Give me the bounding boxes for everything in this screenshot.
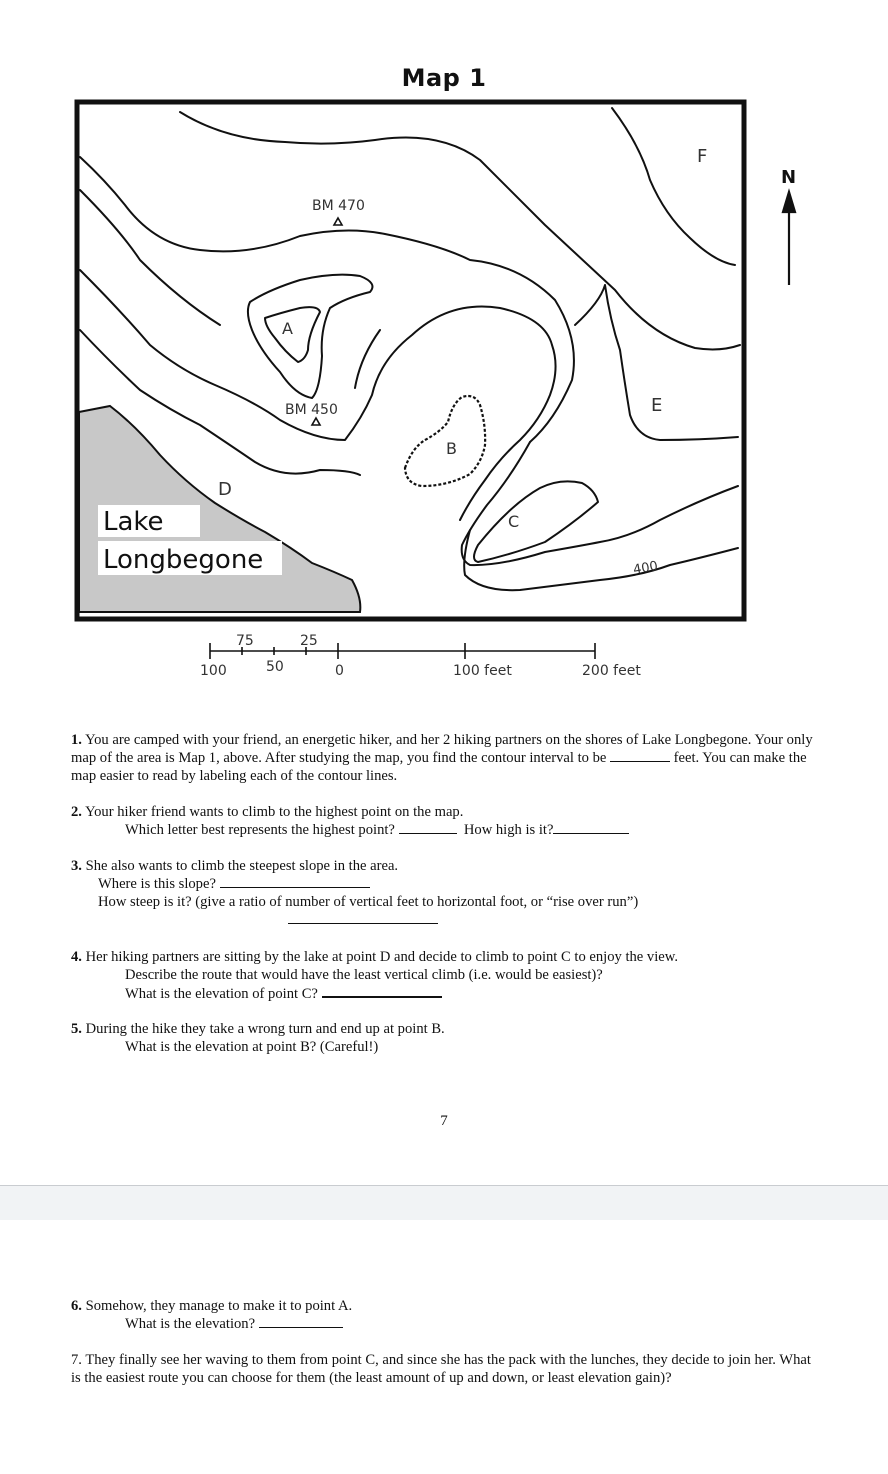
subquestion-text: How steep is it? (give a ratio of number of vertical feet to horizontal foot, or “rise over run”) [98,894,639,910]
point-e-label: E [651,395,663,416]
contour-line [180,112,740,349]
benchmark-triangle-icon [312,418,320,425]
subquestion-text: Where is this slope? [98,876,220,892]
north-arrow-icon [783,192,795,285]
lake-label-line1: Lake [103,507,164,537]
subquestion-text: What is the elevation? [125,1316,259,1332]
subquestion-text: Describe the route that would have the least vertical climb (i.e. would be easiest)? [125,967,603,983]
scale-label-0: 0 [335,663,344,679]
answer-blank[interactable] [610,749,670,762]
contour-line [80,190,220,325]
question-number: 4. [71,949,82,965]
question-text: She also wants to climb the steepest slope in the area. [85,858,399,874]
question-5 [71,1020,821,1056]
contour-400-label: 400 [632,558,660,578]
answer-blank[interactable] [220,875,370,888]
question-text: Somehow, they manage to make it to point A. [85,1298,353,1314]
question-number: 1. [71,732,82,748]
point-c-label: C [508,512,520,531]
question-3 [71,857,821,929]
scale-label-75: 75 [236,633,254,649]
scale-label-200-feet: 200 feet [582,663,641,679]
question-number: 2. [71,804,82,820]
answer-blank[interactable] [322,984,442,998]
question-text: feet. You can make the map easier to read by labeling each of the contour lines. [71,750,807,784]
question-6 [71,1297,821,1333]
question-text: 7. They finally see her waving to them from point C, and since she has the pack with the lunches, they decide to join her. What is the easiest route you can choose for them (the least amount of up and down, or least elevation gain)? [71,1352,811,1386]
subquestion-text: What is the elevation at point B? (Careful!) [125,1039,379,1055]
north-label: N [781,167,797,188]
point-d-label: D [218,479,232,500]
scale-label-25: 25 [300,633,318,649]
question-7 [71,1351,819,1387]
answer-blank[interactable] [399,821,457,834]
scale-bar [210,643,595,659]
scale-label-100: 100 [200,663,227,679]
lake-label-line2: Longbegone [103,545,264,575]
contour-line [474,481,598,562]
subquestion-text: What is the elevation of point C? [125,986,322,1002]
scale-label-50: 50 [266,659,284,675]
question-4 [71,948,821,1003]
answer-blank[interactable] [288,911,438,924]
contour-line [462,442,738,565]
answer-blank[interactable] [259,1315,343,1328]
contour-line [612,108,735,265]
question-text: During the hike they take a wrong turn and end up at point B. [85,1021,445,1037]
answer-blank[interactable] [553,821,629,834]
contour-line [464,530,738,590]
question-number: 5. [71,1021,82,1037]
subquestion-text: Which letter best represents the highest point? [125,822,399,838]
question-1 [71,731,821,785]
question-2 [71,803,821,839]
question-number: 6. [71,1298,82,1314]
map-title: Map 1 [401,64,487,92]
point-f-label: F [697,146,708,167]
question-text: Her hiking partners are sitting by the lake at point D and decide to climb to point C to enjoy the view. [85,949,679,965]
point-b-label: B [446,439,457,458]
contour-line [575,285,738,440]
benchmark-bm450-label: BM 450 [285,402,338,418]
benchmark-triangle-icon [334,218,342,225]
question-text: You are camped with your friend, an energetic hiker, and her 2 hiking partners on the shores of Lake Longbegone. Your only map of the area is Map 1, above. After studying the map, you find the contour interval to be [71,732,813,766]
page-number: 7 [440,1113,448,1129]
question-number: 3. [71,858,82,874]
page-divider [0,1185,888,1220]
question-text: Your hiker friend wants to climb to the highest point on the map. [85,804,464,820]
topographic-map [0,0,888,700]
subquestion-text: How high is it? [456,822,554,838]
benchmark-bm470-label: BM 470 [312,198,365,214]
point-a-label: A [282,319,293,338]
scale-label-100-feet: 100 feet [453,663,512,679]
